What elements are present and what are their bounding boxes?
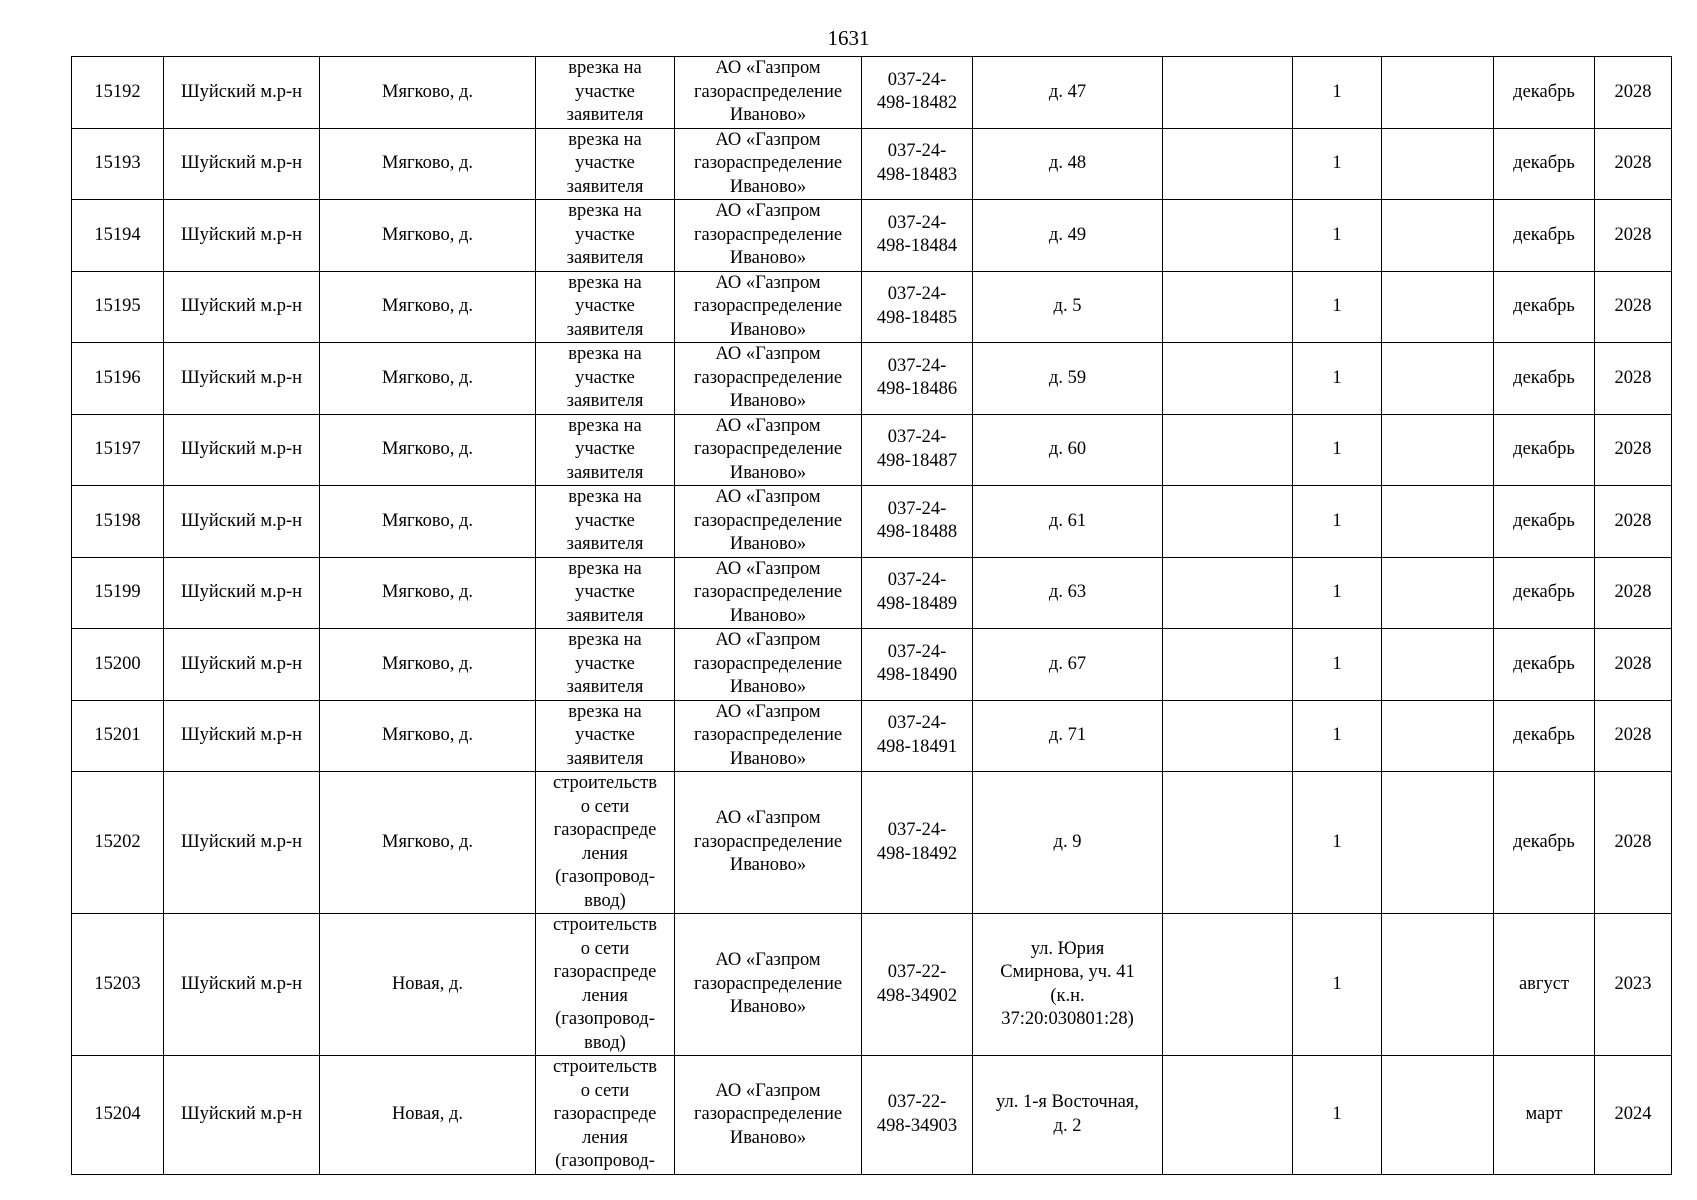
year-cell: 2023 (1595, 914, 1672, 1056)
district-cell: Шуйский м.р-н (164, 200, 320, 272)
empty-cell (1382, 57, 1494, 129)
registry-table (71, 56, 1672, 1175)
month-cell: декабрь (1494, 271, 1595, 343)
table-row (72, 629, 1672, 701)
year-cell: 2028 (1595, 629, 1672, 701)
settlement-cell: Мягково, д. (320, 772, 536, 914)
address-cell: д. 71 (973, 700, 1163, 772)
application-code-cell: 037-24- 498-18484 (862, 200, 973, 272)
empty-cell (1382, 772, 1494, 914)
organization-cell: АО «Газпром газораспределение Иваново» (675, 700, 862, 772)
quantity-cell: 1 (1293, 414, 1382, 486)
month-cell: декабрь (1494, 772, 1595, 914)
empty-cell (1163, 914, 1293, 1056)
empty-cell (1382, 414, 1494, 486)
address-cell: д. 60 (973, 414, 1163, 486)
table-row (72, 1056, 1672, 1175)
table-row (72, 414, 1672, 486)
settlement-cell: Мягково, д. (320, 271, 536, 343)
month-cell: декабрь (1494, 128, 1595, 200)
address-cell: д. 67 (973, 629, 1163, 701)
empty-cell (1163, 343, 1293, 415)
organization-cell: АО «Газпром газораспределение Иваново» (675, 557, 862, 629)
district-cell: Шуйский м.р-н (164, 629, 320, 701)
row-number-cell: 15199 (72, 557, 164, 629)
work-type-cell: строительств о сети газораспреде ления (газопровод- (536, 1056, 675, 1175)
settlement-cell: Мягково, д. (320, 629, 536, 701)
organization-cell: АО «Газпром газораспределение Иваново» (675, 772, 862, 914)
organization-cell: АО «Газпром газораспределение Иваново» (675, 343, 862, 415)
organization-cell: АО «Газпром газораспределение Иваново» (675, 914, 862, 1056)
work-type-cell: строительств о сети газораспреде ления (газопровод- ввод) (536, 772, 675, 914)
quantity-cell: 1 (1293, 343, 1382, 415)
month-cell: декабрь (1494, 557, 1595, 629)
quantity-cell: 1 (1293, 128, 1382, 200)
district-cell: Шуйский м.р-н (164, 772, 320, 914)
month-cell: август (1494, 914, 1595, 1056)
page-number: 1631 (827, 26, 870, 50)
month-cell: декабрь (1494, 629, 1595, 701)
application-code-cell: 037-24- 498-18489 (862, 557, 973, 629)
quantity-cell: 1 (1293, 629, 1382, 701)
address-cell: д. 9 (973, 772, 1163, 914)
empty-cell (1382, 128, 1494, 200)
empty-cell (1163, 271, 1293, 343)
row-number-cell: 15203 (72, 914, 164, 1056)
row-number-cell: 15197 (72, 414, 164, 486)
empty-cell (1163, 772, 1293, 914)
empty-cell (1382, 343, 1494, 415)
application-code-cell: 037-24- 498-18487 (862, 414, 973, 486)
district-cell: Шуйский м.р-н (164, 486, 320, 558)
month-cell: декабрь (1494, 343, 1595, 415)
district-cell: Шуйский м.р-н (164, 1056, 320, 1175)
application-code-cell: 037-24- 498-18482 (862, 57, 973, 129)
district-cell: Шуйский м.р-н (164, 557, 320, 629)
year-cell: 2028 (1595, 772, 1672, 914)
organization-cell: АО «Газпром газораспределение Иваново» (675, 128, 862, 200)
application-code-cell: 037-24- 498-18491 (862, 700, 973, 772)
address-cell: д. 59 (973, 343, 1163, 415)
row-number-cell: 15198 (72, 486, 164, 558)
empty-cell (1163, 557, 1293, 629)
work-type-cell: строительств о сети газораспреде ления (газопровод- ввод) (536, 914, 675, 1056)
empty-cell (1163, 57, 1293, 129)
application-code-cell: 037-24- 498-18488 (862, 486, 973, 558)
quantity-cell: 1 (1293, 1056, 1382, 1175)
work-type-cell: врезка на участке заявителя (536, 128, 675, 200)
quantity-cell: 1 (1293, 914, 1382, 1056)
settlement-cell: Мягково, д. (320, 343, 536, 415)
empty-cell (1382, 914, 1494, 1056)
application-code-cell: 037-24- 498-18492 (862, 772, 973, 914)
row-number-cell: 15193 (72, 128, 164, 200)
district-cell: Шуйский м.р-н (164, 271, 320, 343)
empty-cell (1382, 700, 1494, 772)
table-row (72, 271, 1672, 343)
year-cell: 2028 (1595, 557, 1672, 629)
organization-cell: АО «Газпром газораспределение Иваново» (675, 57, 862, 129)
work-type-cell: врезка на участке заявителя (536, 343, 675, 415)
settlement-cell: Мягково, д. (320, 57, 536, 129)
application-code-cell: 037-24- 498-18486 (862, 343, 973, 415)
district-cell: Шуйский м.р-н (164, 414, 320, 486)
quantity-cell: 1 (1293, 200, 1382, 272)
quantity-cell: 1 (1293, 57, 1382, 129)
application-code-cell: 037-24- 498-18485 (862, 271, 973, 343)
year-cell: 2028 (1595, 343, 1672, 415)
table-row (72, 128, 1672, 200)
quantity-cell: 1 (1293, 486, 1382, 558)
work-type-cell: врезка на участке заявителя (536, 271, 675, 343)
address-cell: д. 61 (973, 486, 1163, 558)
month-cell: декабрь (1494, 700, 1595, 772)
address-cell: ул. Юрия Смирнова, уч. 41 (к.н. 37:20:030801:28) (973, 914, 1163, 1056)
work-type-cell: врезка на участке заявителя (536, 557, 675, 629)
empty-cell (1382, 200, 1494, 272)
table-row (72, 772, 1672, 914)
empty-cell (1163, 700, 1293, 772)
year-cell: 2028 (1595, 486, 1672, 558)
year-cell: 2028 (1595, 271, 1672, 343)
empty-cell (1382, 557, 1494, 629)
settlement-cell: Мягково, д. (320, 557, 536, 629)
settlement-cell: Мягково, д. (320, 486, 536, 558)
work-type-cell: врезка на участке заявителя (536, 414, 675, 486)
empty-cell (1163, 486, 1293, 558)
district-cell: Шуйский м.р-н (164, 128, 320, 200)
district-cell: Шуйский м.р-н (164, 57, 320, 129)
application-code-cell: 037-22- 498-34902 (862, 914, 973, 1056)
row-number-cell: 15201 (72, 700, 164, 772)
row-number-cell: 15195 (72, 271, 164, 343)
year-cell: 2024 (1595, 1056, 1672, 1175)
empty-cell (1163, 414, 1293, 486)
year-cell: 2028 (1595, 57, 1672, 129)
empty-cell (1163, 128, 1293, 200)
row-number-cell: 15194 (72, 200, 164, 272)
month-cell: март (1494, 1056, 1595, 1175)
empty-cell (1382, 1056, 1494, 1175)
table-row (72, 486, 1672, 558)
organization-cell: АО «Газпром газораспределение Иваново» (675, 414, 862, 486)
quantity-cell: 1 (1293, 557, 1382, 629)
month-cell: декабрь (1494, 57, 1595, 129)
quantity-cell: 1 (1293, 700, 1382, 772)
quantity-cell: 1 (1293, 271, 1382, 343)
organization-cell: АО «Газпром газораспределение Иваново» (675, 200, 862, 272)
row-number-cell: 15200 (72, 629, 164, 701)
work-type-cell: врезка на участке заявителя (536, 486, 675, 558)
empty-cell (1163, 629, 1293, 701)
settlement-cell: Мягково, д. (320, 200, 536, 272)
application-code-cell: 037-22- 498-34903 (862, 1056, 973, 1175)
work-type-cell: врезка на участке заявителя (536, 57, 675, 129)
work-type-cell: врезка на участке заявителя (536, 200, 675, 272)
settlement-cell: Мягково, д. (320, 700, 536, 772)
row-number-cell: 15202 (72, 772, 164, 914)
application-code-cell: 037-24- 498-18483 (862, 128, 973, 200)
year-cell: 2028 (1595, 128, 1672, 200)
application-code-cell: 037-24- 498-18490 (862, 629, 973, 701)
address-cell: д. 47 (973, 57, 1163, 129)
month-cell: декабрь (1494, 486, 1595, 558)
empty-cell (1382, 486, 1494, 558)
district-cell: Шуйский м.р-н (164, 914, 320, 1056)
settlement-cell: Новая, д. (320, 914, 536, 1056)
table-row (72, 914, 1672, 1056)
work-type-cell: врезка на участке заявителя (536, 700, 675, 772)
year-cell: 2028 (1595, 700, 1672, 772)
district-cell: Шуйский м.р-н (164, 700, 320, 772)
empty-cell (1382, 271, 1494, 343)
table-row (72, 557, 1672, 629)
year-cell: 2028 (1595, 200, 1672, 272)
table-row (72, 57, 1672, 129)
table-row (72, 343, 1672, 415)
address-cell: д. 48 (973, 128, 1163, 200)
organization-cell: АО «Газпром газораспределение Иваново» (675, 629, 862, 701)
table-row (72, 200, 1672, 272)
organization-cell: АО «Газпром газораспределение Иваново» (675, 486, 862, 558)
address-cell: ул. 1-я Восточная, д. 2 (973, 1056, 1163, 1175)
address-cell: д. 5 (973, 271, 1163, 343)
table-row (72, 700, 1672, 772)
settlement-cell: Мягково, д. (320, 414, 536, 486)
row-number-cell: 15196 (72, 343, 164, 415)
row-number-cell: 15192 (72, 57, 164, 129)
empty-cell (1382, 629, 1494, 701)
organization-cell: АО «Газпром газораспределение Иваново» (675, 1056, 862, 1175)
row-number-cell: 15204 (72, 1056, 164, 1175)
month-cell: декабрь (1494, 414, 1595, 486)
settlement-cell: Мягково, д. (320, 128, 536, 200)
month-cell: декабрь (1494, 200, 1595, 272)
organization-cell: АО «Газпром газораспределение Иваново» (675, 271, 862, 343)
empty-cell (1163, 1056, 1293, 1175)
settlement-cell: Новая, д. (320, 1056, 536, 1175)
work-type-cell: врезка на участке заявителя (536, 629, 675, 701)
district-cell: Шуйский м.р-н (164, 343, 320, 415)
empty-cell (1163, 200, 1293, 272)
address-cell: д. 49 (973, 200, 1163, 272)
quantity-cell: 1 (1293, 772, 1382, 914)
year-cell: 2028 (1595, 414, 1672, 486)
address-cell: д. 63 (973, 557, 1163, 629)
